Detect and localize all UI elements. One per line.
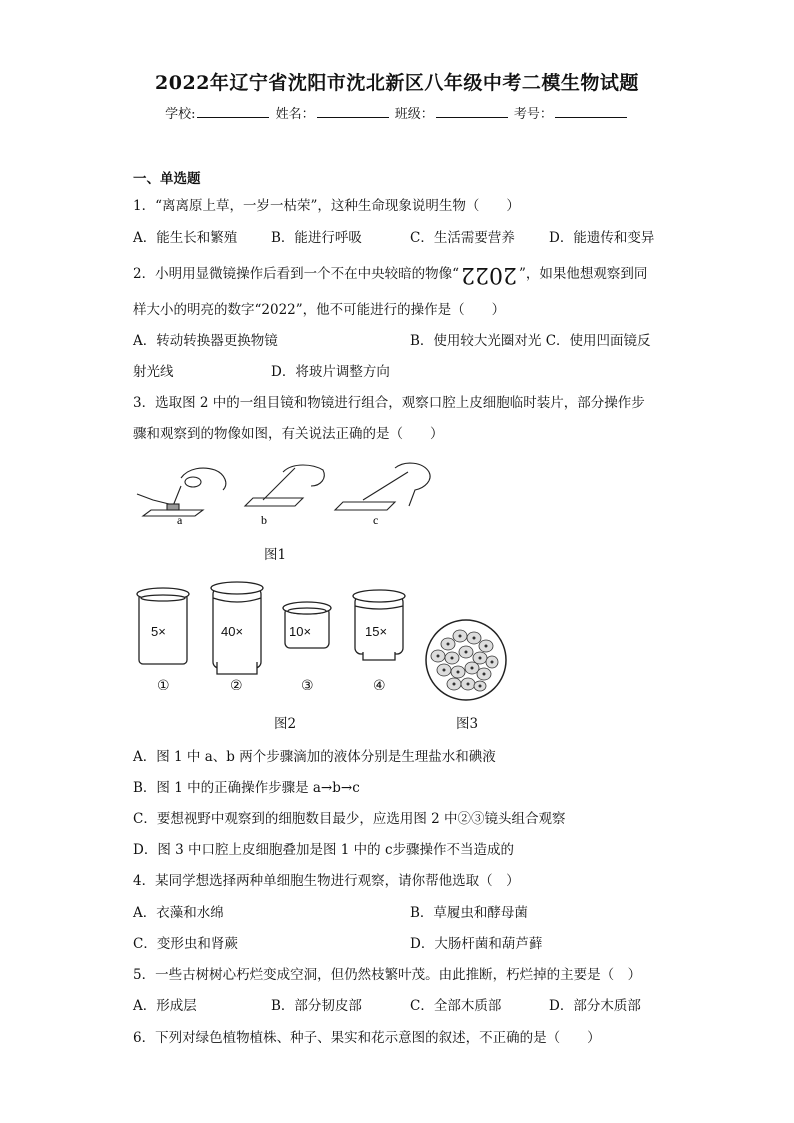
q1-option-b[interactable]: B．能进行呼吸 xyxy=(271,230,362,246)
fig1-label-b: b xyxy=(261,513,267,526)
q5-option-a[interactable]: A．形成层 xyxy=(133,998,197,1014)
lens-2-number: ② xyxy=(230,678,243,690)
lens-3-number: ③ xyxy=(301,678,314,690)
dropper-bulb-a xyxy=(185,477,201,487)
class-label: 班级： xyxy=(394,107,434,122)
q4-option-b[interactable]: B．草履虫和酵母菌 xyxy=(410,905,528,921)
q3-option-d[interactable]: D．图 3 中口腔上皮细胞叠加是图 1 中的 c步骤操作不当造成的 xyxy=(133,842,515,858)
q6-stem: 6．下列对绿色植物植株、种子、果实和花示意图的叙述，不正确的是（ ） xyxy=(133,1030,601,1046)
q5-option-c[interactable]: C．全部木质部 xyxy=(410,998,502,1014)
q2-stem xyxy=(133,262,647,287)
q2-rotated-image: 2022 xyxy=(461,262,517,287)
figure-2 xyxy=(133,580,423,690)
section-heading: 一、单选题 xyxy=(133,171,201,187)
fig1-caption: 图1 xyxy=(264,547,287,563)
q2-stem-part-b: ”，如果他想观察到同 xyxy=(519,266,648,282)
student-info xyxy=(0,103,794,122)
exam-no-label: 考号： xyxy=(513,107,553,122)
q2-option-bc[interactable]: B．使用较大光圈对光 C．使用凹面镜反 xyxy=(410,333,651,349)
slide-b xyxy=(245,498,303,506)
lens-4-number: ④ xyxy=(373,678,386,690)
fig3-caption: 图3 xyxy=(456,716,479,732)
slide-c xyxy=(335,502,395,510)
q2-stem-part-a: 2．小明用显微镜操作后看到一个不在中央较暗的物像“ xyxy=(133,266,459,282)
dropper-b xyxy=(263,468,295,500)
q1-option-c[interactable]: C．生活需要营养 xyxy=(410,230,515,246)
hand-b xyxy=(283,465,324,486)
lens-1-label: 5× xyxy=(151,624,166,639)
q5-option-d[interactable]: D．部分木质部 xyxy=(549,998,641,1014)
q3-stem: 3．选取图 2 中的一组目镜和物镜进行组合，观察口腔上皮细胞临时装片，部分操作步 xyxy=(133,395,645,411)
lens-2-label: 40× xyxy=(221,624,244,639)
exam-no-blank[interactable] xyxy=(555,105,627,118)
page-title: 2022年辽宁省沈阳市沈北新区八年级中考二模生物试题 xyxy=(155,72,639,94)
figure-3 xyxy=(424,618,508,702)
school-label: 学校: xyxy=(165,107,196,122)
hand-a-right xyxy=(181,468,226,490)
q2-option-c-cont: 射光线 xyxy=(133,364,174,380)
lens-1-number: ① xyxy=(157,678,170,690)
q5-option-b[interactable]: B．部分韧皮部 xyxy=(271,998,362,1014)
name-blank[interactable] xyxy=(317,105,389,118)
hand-c xyxy=(395,463,430,506)
q1-stem: 1．“离离原上草，一岁一枯荣”，这种生命现象说明生物（ ） xyxy=(133,198,520,214)
q2-option-d[interactable]: D．将玻片调整方向 xyxy=(271,364,390,380)
q1-option-a[interactable]: A．能生长和繁殖 xyxy=(133,230,238,246)
q4-option-d[interactable]: D．大肠杆菌和葫芦藓 xyxy=(410,936,543,952)
q2-stem-line2: 样大小的明亮的数字“2022”，他不可能进行的操作是（ ） xyxy=(133,302,506,318)
lens-2-top xyxy=(211,582,263,594)
fig2-caption: 图2 xyxy=(274,716,297,732)
class-blank[interactable] xyxy=(436,105,508,118)
forceps-c xyxy=(363,472,408,500)
school-blank[interactable] xyxy=(197,105,269,118)
lens-4-label: 15× xyxy=(365,624,388,639)
q3-option-b[interactable]: B．图 1 中的正确操作步骤是 a→b→c xyxy=(133,780,360,796)
hand-a-left xyxy=(137,494,169,504)
lens-3-label: 10× xyxy=(289,624,312,639)
q3-stem-line2: 骤和观察到的物像如图，有关说法正确的是（ ） xyxy=(133,426,444,442)
q3-option-a[interactable]: A．图 1 中 a、b 两个步骤滴加的液体分别是生理盐水和碘液 xyxy=(133,749,496,765)
q1-option-d[interactable]: D．能遗传和变异 xyxy=(549,230,655,246)
fig1-label-a: a xyxy=(177,513,183,526)
lens-4-top xyxy=(353,590,405,602)
q4-stem: 4．某同学想选择两种单细胞生物进行观察，请你帮他选取（ ） xyxy=(133,873,520,889)
slide-a xyxy=(143,510,203,516)
q2-option-a[interactable]: A．转动转换器更换物镜 xyxy=(133,333,278,349)
q3-option-c[interactable]: C．要想视野中观察到的细胞数目最少，应选用图 2 中②③镜头组合观察 xyxy=(133,811,566,827)
q5-stem: 5．一些古树树心朽烂变成空洞，但仍然枝繁叶茂。由此推断，朽烂掉的主要是（ ） xyxy=(133,967,642,983)
q4-option-c[interactable]: C．变形虫和肾蕨 xyxy=(133,936,238,952)
figure-1 xyxy=(133,458,443,526)
fig1-label-c: c xyxy=(373,513,379,526)
q4-option-a[interactable]: A．衣藻和水绵 xyxy=(133,905,224,921)
name-label: 姓名： xyxy=(275,107,315,122)
